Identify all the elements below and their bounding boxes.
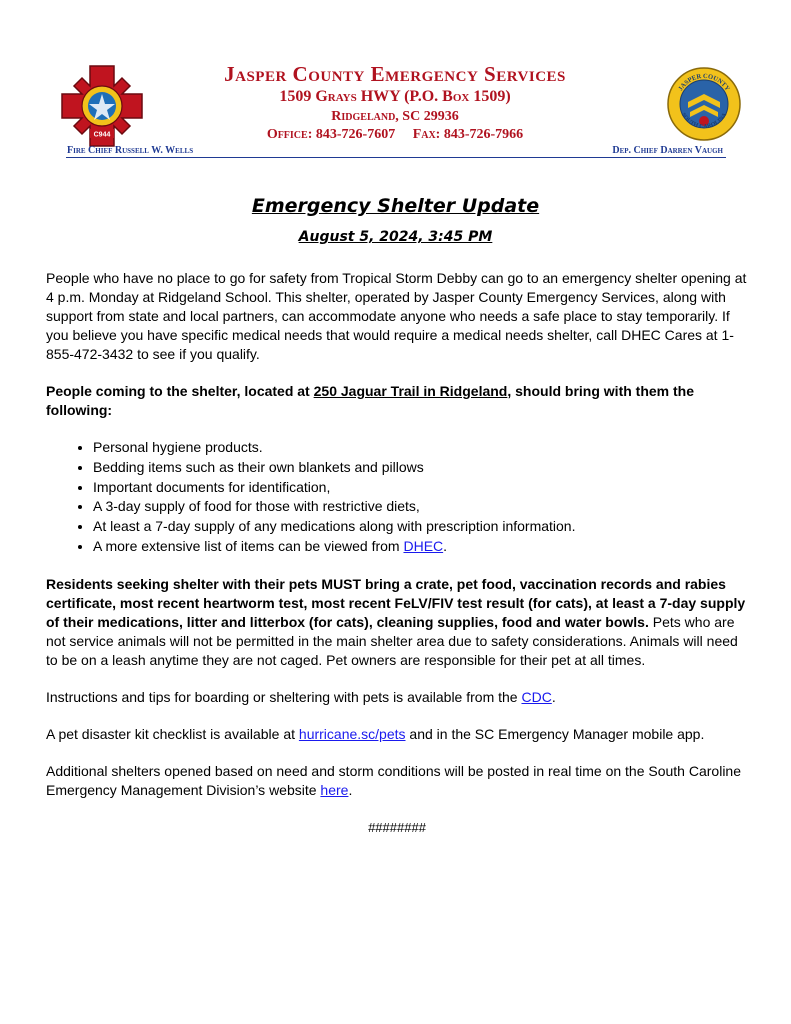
additional-shelters-paragraph — [46, 762, 748, 800]
here-link[interactable]: here — [320, 781, 349, 798]
chief-names-rule — [66, 145, 726, 158]
dhec-text-after: . — [443, 537, 448, 554]
end-mark: ######## — [368, 819, 426, 835]
cdc-text-after: . — [551, 688, 556, 705]
intro-paragraph: People who have no place to go for safety from Tropical Storm Debby can go to an emergency shelter opening at 4 p.m. Monday at Ridgeland School. This shelter, operated by Jasper County Emergency Services, along with support from state and local partners, can accommodate anyone who needs a safe place to stay temporarily. If you believe you have specific medical needs that would require a medical needs shelter, call DHEC Cares at 1-855-472-3432 to see if you qualify. — [46, 270, 747, 362]
document-body — [46, 269, 748, 837]
list-item: • At least a 7-day supply of any medications along with prescription information. — [93, 517, 748, 537]
cdc-text: Instructions and tips for boarding or sheltering with pets is available from the — [46, 688, 522, 705]
fire-department-emblem-icon — [60, 64, 144, 148]
deputy-chief-name: Dep. Chief Darren Vaugh — [612, 145, 723, 156]
pets-requirements: Residents seeking shelter with their pets MUST bring a crate, pet food, vaccination records and rabies certificate, most recent heartworm test, most recent FeLV/FIV test result (for cats), at least a 7-day supply of their medications, litter and litterbox (for cats), cleaning supplies, food and water bowls. — [46, 575, 746, 630]
release-date: August 5, 2024, 3:45 PM — [298, 229, 493, 245]
bring-paragraph — [46, 382, 748, 420]
pets-policy: Pets who are not service animals will not be permitted in the main shelter area due to safety considerations. Animals will need to be on a leash anytime they are not caged. Pet owners are responsible for their pet at all times. — [46, 613, 738, 668]
seal-bottom-text: SOUTH CAROLINA — [679, 112, 729, 131]
organization-address: 1509 Grays HWY (P.O. Box 1509) — [279, 88, 511, 105]
pets-paragraph — [46, 575, 748, 670]
letterhead — [0, 0, 791, 165]
kit-text-after: and in the SC Emergency Manager mobile app. — [405, 725, 705, 742]
list-item: • Personal hygiene products. — [93, 438, 748, 458]
dhec-link[interactable]: DHEC — [403, 537, 444, 554]
fire-chief-name: Fire Chief Russell W. Wells — [67, 145, 194, 156]
county-seal-icon — [666, 66, 742, 142]
hurricane-pets-link[interactable]: hurricane.sc/pets — [298, 725, 406, 742]
shelter-location: 250 Jaguar Trail in Ridgeland — [313, 383, 508, 399]
emblem-number: C944 — [93, 131, 111, 139]
organization-city: Ridgeland, SC 29936 — [331, 109, 459, 124]
page-title: Emergency Shelter Update — [251, 195, 540, 217]
additional-text: Additional shelters opened based on need and storm conditions will be posted in real time on the South Caroline Emergency Management Division’s website — [46, 762, 741, 798]
organization-name: Jasper County Emergency Services — [224, 62, 566, 86]
dhec-text: A more extensive list of items can be viewed from — [93, 537, 404, 554]
bring-text-after: , should bring with them the following: — [46, 383, 695, 418]
bring-items-list — [46, 438, 748, 557]
list-item — [93, 537, 748, 557]
additional-text-after: . — [348, 781, 353, 798]
kit-paragraph — [46, 725, 748, 744]
bring-text-before: People coming to the shelter, located at — [46, 383, 314, 399]
cdc-link[interactable]: CDC — [521, 688, 552, 705]
list-item: • A 3-day supply of food for those with restrictive diets, — [93, 497, 748, 517]
list-item: • Bedding items such as their own blankets and pillows — [93, 458, 748, 478]
cdc-paragraph — [46, 688, 748, 707]
list-item: • Important documents for identification, — [93, 478, 748, 498]
organization-phones: Office: 843-726-7607 Fax: 843-726-7966 — [266, 127, 524, 142]
seal-top-text: JASPER COUNTY — [677, 72, 731, 93]
kit-text: A pet disaster kit checklist is available at — [46, 725, 299, 742]
